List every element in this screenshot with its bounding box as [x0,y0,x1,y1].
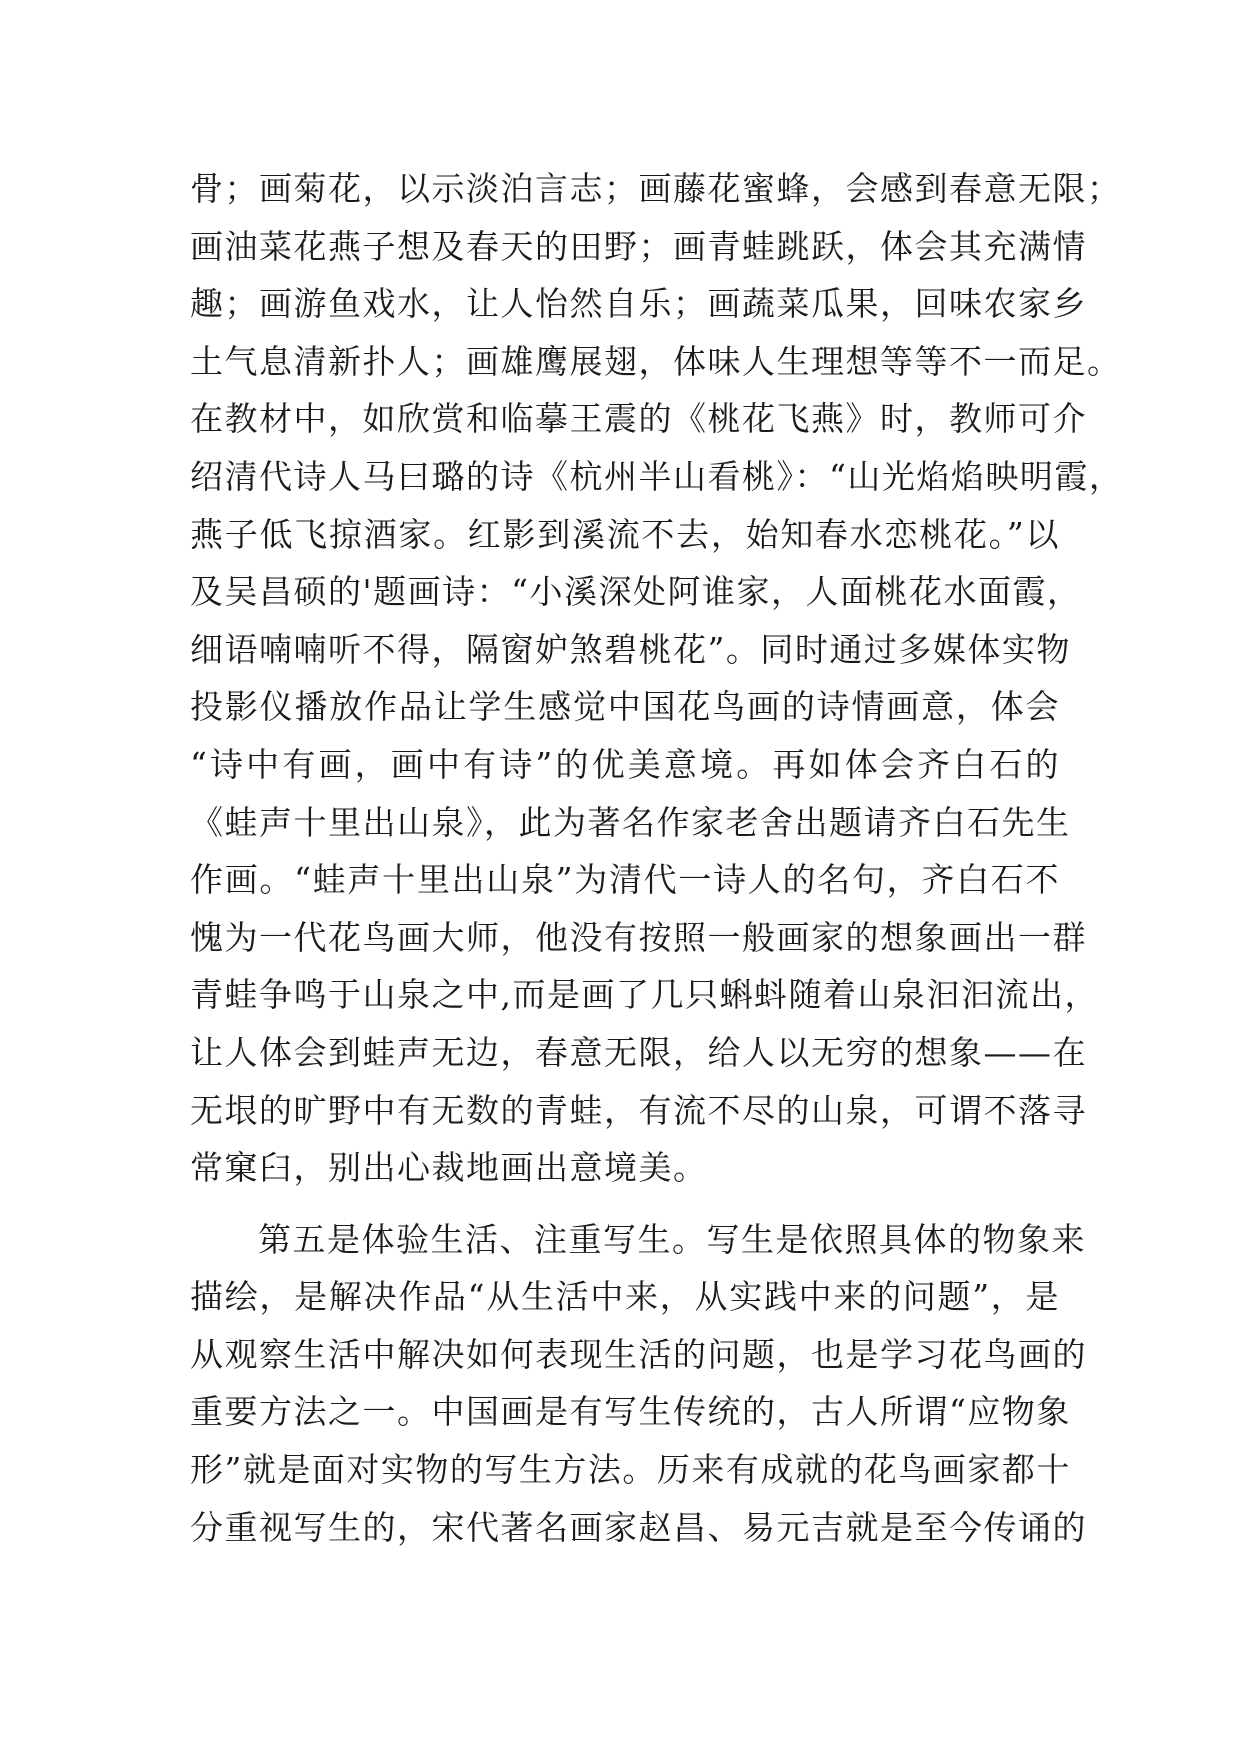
text-line: “诗中有画，画中有诗”的优美意境。再如体会齐白石的 [190,744,1060,784]
text-line: 重要方法之一。中国画是有写生传统的，古人所谓“应物象 [190,1392,1071,1432]
text-line: 青蛙争鸣于山泉之中,而是画了几只蝌蚪随着山泉汩汩流出， [190,975,1099,1015]
text-line: 让人体会到蛙声无边，春意无限，给人以无穷的想象——在 [190,1032,1087,1072]
text-line: 骨；画菊花，以示淡泊言志；画藤花蜜蜂，会感到春意无限； [190,169,1122,208]
text-line: 分重视写生的，宋代著名画家赵昌、易元吉就是至今传诵的 [190,1507,1087,1547]
paragraph-2 [190,1211,1087,1557]
text-line: 在教材中，如欣赏和临摹王震的《桃花飞燕》时，教师可介 [190,399,1087,439]
text-line: 从观察生活中解决如何表现生活的问题，也是学习花鸟画的 [190,1334,1087,1374]
text-line: 投影仪播放作品让学生感觉中国花鸟画的诗情画意，体会 [190,687,1060,727]
text-line: 趣；画游鱼戏水，让人怡然自乐；画蔬菜瓜果，回味农家乡 [190,284,1087,324]
text-line: 第五是体验生活、注重写生。写生是依照具体的物象来 [258,1219,1086,1259]
text-line: 无垠的旷野中有无数的青蛙，有流不尽的山泉，可谓不落寻 [190,1090,1087,1130]
text-line: 描绘，是解决作品“从生活中来，从实践中来的问题”，是 [190,1277,1060,1317]
paragraph-1 [190,160,1124,1197]
body-text [190,160,1124,1556]
text-line: 愧为一代花鸟画大师，他没有按照一般画家的想象画出一群 [190,917,1087,957]
text-line: 《蛙声十里出山泉》，此为著名作家老舍出题请齐白石先生 [190,802,1071,842]
text-line: 及吴昌硕的'题画诗：“小溪深处阿谁家，人面桃花水面霞， [190,572,1082,612]
text-line: 形”就是面对实物的写生方法。历来有成就的花鸟画家都十 [190,1450,1071,1490]
text-line: 作画。“蛙声十里出山泉”为清代一诗人的名句，齐白石不 [190,860,1060,900]
text-line: 绍清代诗人马曰璐的诗《杭州半山看桃》：“山光焰焰映明霞， [190,456,1124,496]
text-line: 画油菜花燕子想及春天的田野；画青蛙跳跃，体会其充满情 [190,226,1087,266]
text-line: 细语喃喃听不得，隔窗妒煞碧桃花”。同时通过多媒体实物 [190,629,1071,669]
text-line: 燕子低飞掠酒家。红影到溪流不去，始知春水恋桃花。”以 [190,514,1060,554]
text-line: 土气息清新扑人；画雄鹰展翅，体味人生理想等等不一而足。 [190,341,1122,381]
text-line: 常窠臼，别出心裁地画出意境美。 [190,1148,708,1188]
